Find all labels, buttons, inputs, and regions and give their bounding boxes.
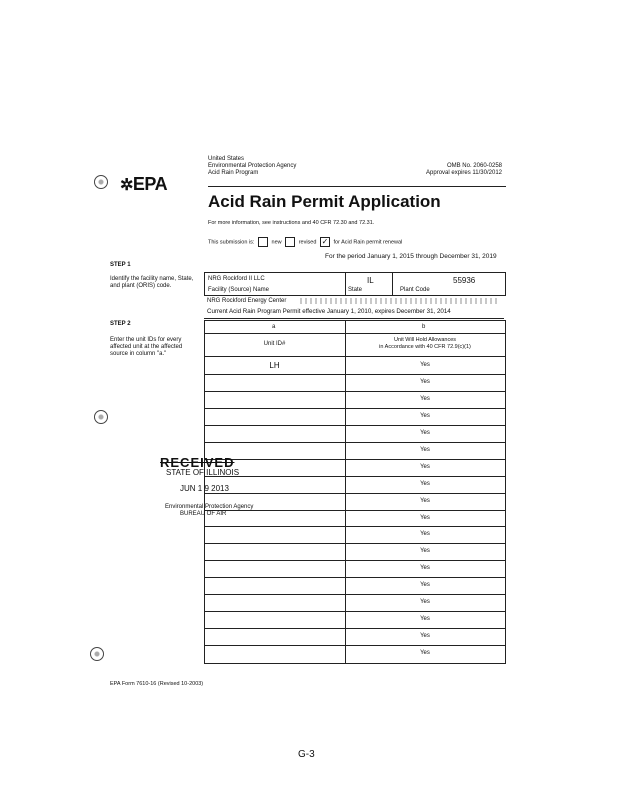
page-number: G-3 [298,749,315,760]
agency-line-2: Environmental Protection Agency [208,163,297,169]
punch-hole-middle [94,410,108,424]
step1-heading: STEP 1 [110,262,131,268]
unit-id-header: Unit ID# [263,341,286,347]
hold-allowances-header-line-1: Unit Will Hold Allowances [393,337,457,343]
new-checkbox[interactable] [258,237,268,247]
hold-allowances-cell: Yes [420,429,430,436]
epa-flower-icon: ✲ [120,177,133,194]
new-label: new [271,239,282,246]
hold-allowances-header [346,337,504,351]
step1-instructions: Identify the facility name, State, and plant (ORIS) code. [110,276,194,289]
state-value[interactable]: IL [367,276,374,285]
plant-code-value[interactable]: 55936 [453,276,476,285]
hold-allowances-cell: Yes [420,531,430,538]
hold-allowances-cell: Yes [420,395,430,402]
epa-logo-text: EPA [132,174,168,194]
punch-hole-bottom [90,647,104,661]
instructions-text: For more information, see instructions and 40 CFR 72.30 and 72.31. [208,220,375,226]
step2-heading: STEP 2 [110,321,131,327]
col-a-letter: a [272,324,276,330]
hold-allowances-cell: Yes [420,463,430,470]
hold-allowances-header-line-2: in Accordance with 40 CFR 72.9(c)(1) [379,344,471,350]
renewal-checkbox[interactable]: ✓ [321,237,329,246]
renewal-label: for Acid Rain permit renewal [333,239,403,246]
hold-allowances-cell: Yes [420,480,430,487]
revised-label: revised [298,239,317,246]
omb-block [380,163,502,177]
hold-allowances-cell: Yes [420,446,430,453]
received-stamp: RECEIVED [160,455,235,470]
agency-block [208,156,296,177]
facility-name-label: Facility (Source) Name [208,287,270,293]
hold-allowances-cell: Yes [420,514,430,521]
stamp-bureau: BUREAU OF AIR [180,511,227,517]
unit-id-cell[interactable]: LH [269,361,280,370]
hold-allowances-cell: Yes [420,565,430,572]
punch-hole-top [94,175,108,189]
page-title: Acid Rain Permit Application [208,192,441,211]
hold-allowances-cell: Yes [420,362,430,368]
agency-line-1: United States [208,156,245,162]
hold-allowances-cell: Yes [420,582,430,589]
facility-name-value[interactable]: NRG Rockford II LLC [208,276,265,282]
hold-allowances-cell: Yes [420,412,430,419]
submission-type-row [208,237,402,247]
submission-prefix: This submission is: [208,239,255,246]
col-b-letter: b [422,324,426,330]
approval-expires: Approval expires 11/30/2012 [426,170,502,176]
state-label: State [348,287,363,293]
stamp-date: JUN 1 9 2013 [180,484,229,493]
revised-checkbox[interactable] [285,237,295,247]
hold-allowances-cell: Yes [420,650,430,657]
permit-period: For the period January 1, 2015 through December 31, 2019 [325,253,497,260]
hold-allowances-cell: Yes [420,497,430,504]
header-rule [208,186,506,187]
hold-allowances-cell: Yes [420,599,430,606]
hold-allowances-cell: Yes [420,633,430,640]
hold-allowances-cell: Yes [420,616,430,623]
omb-number: OMB No. 2060-0258 [446,163,502,169]
hold-allowances-cell: Yes [420,548,430,555]
stamp-state: STATE OF ILLINOIS [166,468,240,477]
step2-instructions: Enter the unit IDs for every affected unit at the affected source in column "a." [110,337,183,357]
agency-line-3: Acid Rain Program [208,170,259,176]
hold-allowances-cell: Yes [420,378,430,385]
epa-logo [120,174,167,195]
facility-extra-line-2: Current Acid Rain Program Permit effective January 1, 2010, expires December 31, 2014 [207,308,451,315]
stamp-agency: Environmental Protection Agency [165,504,254,510]
facility-extra-line-1: NRG Rockford Energy Center [207,298,287,304]
form-number: EPA Form 7610-16 (Revised 10-2003) [110,681,204,687]
plant-code-label: Plant Code [400,287,430,293]
